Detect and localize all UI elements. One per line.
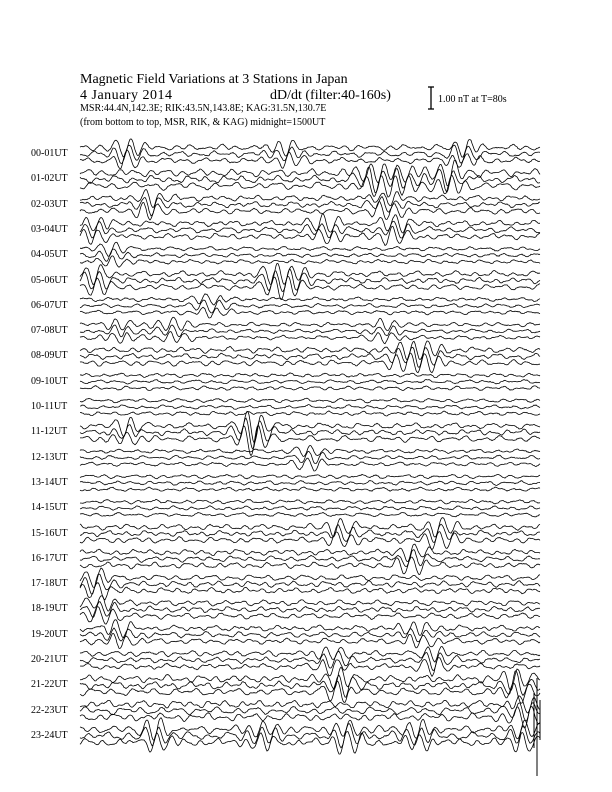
trace-kag — [80, 294, 540, 305]
hour-label: 12-13UT — [31, 451, 68, 463]
trace-msr — [80, 633, 540, 648]
trace-kag — [80, 568, 540, 587]
trace-rik — [80, 506, 540, 511]
title: Magnetic Field Variations at 3 Stations in Japan — [80, 72, 348, 87]
scale-bar — [428, 87, 434, 109]
hour-label: 16-17UT — [31, 552, 68, 564]
trace-kag — [80, 411, 540, 442]
trace-msr — [80, 307, 540, 318]
hour-label: 10-11UT — [31, 401, 68, 412]
trace-kag — [80, 242, 540, 256]
trace-group — [80, 139, 540, 754]
trace-kag — [80, 398, 540, 403]
trace-rik — [80, 405, 540, 410]
hour-label: 17-18UT — [31, 578, 68, 590]
hour-label: 23-24UT — [31, 729, 68, 741]
trace-msr — [80, 411, 540, 416]
trace-kag — [80, 518, 540, 537]
hour-label: 01-02UT — [31, 173, 68, 185]
hour-label: 07-08UT — [31, 325, 68, 337]
filter-label: dD/dt (filter:40-160s) — [270, 88, 391, 103]
trace-kag — [80, 446, 540, 457]
hour-label: 09-10UT — [31, 375, 68, 387]
hour-label: 15-16UT — [31, 527, 68, 539]
trace-rik — [80, 269, 540, 291]
trace-kag — [80, 696, 540, 713]
station-coordinates: MSR:44.4N,142.3E; RIK:43.5N,143.8E; KAG:31.5N,130.7E — [80, 103, 327, 114]
hour-label: 13-14UT — [31, 476, 68, 488]
hour-label: 05-06UT — [31, 274, 68, 286]
trace-msr — [80, 175, 540, 197]
trace-msr — [80, 532, 540, 550]
trace-msr — [80, 513, 540, 517]
trace-kag — [80, 667, 540, 690]
hour-label: 02-03UT — [31, 198, 68, 210]
hour-label: 14-15UT — [31, 502, 68, 514]
trace-kag — [80, 214, 540, 233]
hour-label: 04-05UT — [31, 249, 68, 261]
hour-label: 20-21UT — [31, 654, 68, 665]
trace-kag — [80, 474, 540, 479]
trace-msr — [80, 557, 540, 575]
trace-rik — [80, 481, 540, 486]
hour-label: 11-12UT — [31, 426, 68, 438]
trace-msr — [80, 386, 540, 391]
trace-kag — [80, 620, 540, 638]
hour-label: 18-19UT — [31, 603, 68, 615]
trace-rik — [80, 651, 540, 670]
hour-label: 22-23UT — [31, 704, 68, 716]
trace-msr — [80, 458, 540, 471]
trace-msr — [80, 256, 540, 267]
trace-kag — [80, 317, 540, 330]
trace-rik — [80, 703, 540, 722]
hour-label: 21-22UT — [31, 679, 68, 691]
trace-kag — [80, 499, 540, 504]
hour-label: 06-07UT — [31, 299, 68, 311]
trace-kag — [80, 373, 540, 378]
trace-msr — [80, 150, 540, 169]
trace-kag — [80, 160, 540, 186]
trace-kag — [80, 596, 540, 611]
scale-bar-label: 1.00 nT at T=80s — [438, 94, 507, 105]
trace-kag — [80, 646, 540, 662]
trace-msr — [80, 425, 540, 455]
hour-label: 03-04UT — [31, 223, 68, 235]
hour-label: 08-09UT — [31, 350, 68, 362]
trace-rik — [80, 380, 540, 385]
hour-label: 19-20UT — [31, 628, 68, 640]
date-label: 4 January 2014 — [80, 88, 173, 103]
end-spike — [534, 678, 540, 776]
trace-msr — [80, 487, 540, 492]
trace-kag — [80, 544, 540, 561]
trace-msr — [80, 607, 540, 624]
hour-label: 00-01UT — [31, 148, 68, 159]
stacking-order-note: (from bottom to top, MSR, RIK, & KAG) midnight=1500UT — [80, 117, 326, 128]
trace-kag — [80, 341, 540, 360]
